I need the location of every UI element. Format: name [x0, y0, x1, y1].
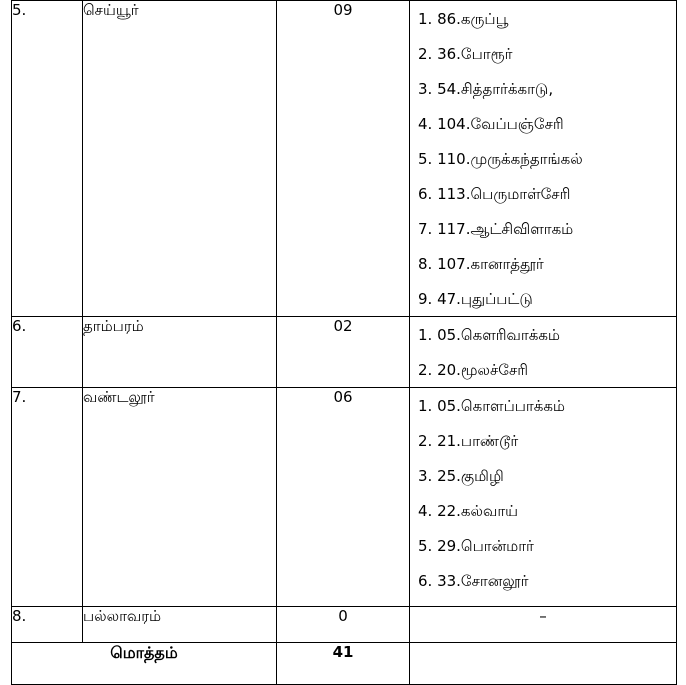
table-row	[12, 317, 677, 388]
village-list	[410, 1, 676, 316]
list-item: 7. 117.ஆட்சிவிளாகம்	[418, 220, 574, 238]
village-list-cell	[410, 1, 677, 317]
list-item: 2. 20.மூலச்சேரி	[418, 361, 529, 379]
list-item: 8. 107.கானாத்தூர்	[418, 255, 544, 273]
list-item: 3. 25.குமிழி	[418, 467, 504, 485]
village-list-cell	[410, 317, 677, 388]
village-count: 02	[277, 317, 410, 388]
list-item: 3. 54.சித்தார்க்காடு,	[418, 80, 554, 98]
total-label: மொத்தம்	[12, 643, 277, 685]
total-empty-cell	[410, 643, 677, 685]
serial-number: 5.	[12, 1, 83, 317]
village-list	[410, 317, 676, 387]
block-name: தாம்பரம்	[83, 317, 277, 388]
list-item: 4. 104.வேப்பஞ்சேரி	[418, 115, 564, 133]
list-item: 1. 86.கருப்பூ	[418, 10, 509, 28]
block-name: வண்டலூர்	[83, 388, 277, 607]
list-item: 5. 110.முருக்கந்தாங்கல்	[418, 150, 583, 168]
list-item: 1. 05.கொளப்பாக்கம்	[418, 397, 565, 415]
block-name: செய்யூர்	[83, 1, 277, 317]
serial-number: 7.	[12, 388, 83, 607]
table-row	[12, 607, 677, 643]
list-item: 2. 21.பாண்டூர்	[418, 432, 519, 450]
empty-dash: –	[410, 607, 677, 643]
list-item: 4. 22.கல்வாய்	[418, 502, 519, 520]
list-item: 6. 33.சோனலூர்	[418, 572, 529, 590]
village-count: 09	[277, 1, 410, 317]
list-item: 2. 36.போரூர்	[418, 45, 513, 63]
village-list-cell	[410, 388, 677, 607]
village-count: 0	[277, 607, 410, 643]
table-row	[12, 388, 677, 607]
village-list	[410, 388, 676, 598]
block-name: பல்லாவரம்	[83, 607, 277, 643]
list-item: 1. 05.கௌரிவாக்கம்	[418, 326, 560, 344]
list-item: 9. 47.புதுப்பட்டு	[418, 290, 533, 308]
serial-number: 6.	[12, 317, 83, 388]
total-value: 41	[277, 643, 410, 685]
villages-table	[11, 0, 677, 685]
serial-number: 8.	[12, 607, 83, 643]
list-item: 6. 113.பெருமாள்சேரி	[418, 185, 571, 203]
list-item: 5. 29.பொன்மார்	[418, 537, 534, 555]
village-count: 06	[277, 388, 410, 607]
total-row	[12, 643, 677, 685]
table-row	[12, 1, 677, 317]
